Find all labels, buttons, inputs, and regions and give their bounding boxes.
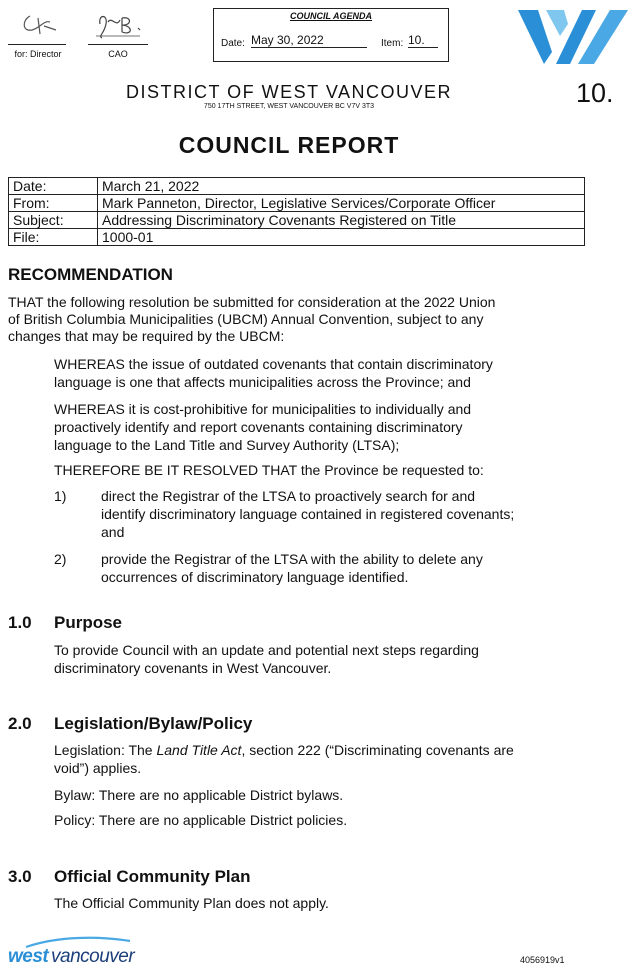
therefore-resolved: THEREFORE BE IT RESOLVED THAT the Province be requested to:	[54, 462, 484, 478]
resolution-item-1-line-3: and	[101, 524, 125, 540]
recommendation-intro-3: changes that may be required by the UBCM:	[8, 328, 285, 344]
recommendation-intro-1: THAT the following resolution be submitted for consideration at the 2022 Union	[8, 294, 496, 310]
info-value: Addressing Discriminatory Covenants Registered on Title	[98, 212, 585, 229]
info-row-date	[9, 178, 585, 195]
resolution-item-2-line-2: occurrences of discriminatory language identified.	[101, 569, 409, 585]
whereas-1-line-1: WHEREAS the issue of outdated covenants that contain discriminatory	[54, 356, 493, 372]
info-label: File:	[9, 229, 98, 246]
section-2-title: Legislation/Bylaw/Policy	[54, 714, 253, 733]
legislation-suffix: , section 222 (“Discriminating covenants are	[241, 742, 514, 758]
info-label: Date:	[9, 178, 98, 195]
info-label: From:	[9, 195, 98, 212]
footer-logo-vancouver: vancouver	[51, 946, 135, 967]
section-2-number: 2.0	[8, 714, 32, 733]
agenda-item-value: 10.	[408, 33, 438, 48]
footer-logo-west: west	[8, 946, 49, 967]
item-number: 10.	[576, 78, 614, 108]
district-logo-icon	[516, 6, 632, 66]
purpose-line-2: discriminatory covenants in West Vancouver.	[54, 660, 332, 676]
info-row-file	[9, 229, 585, 246]
resolution-item-1-line-2: identify discriminatory language contained in registered covenants;	[101, 506, 515, 522]
resolution-item-2-number: 2)	[54, 551, 67, 567]
director-signature-line	[8, 44, 66, 45]
info-value: March 21, 2022	[98, 178, 585, 195]
section-1-number: 1.0	[8, 613, 32, 632]
whereas-2-line-1: WHEREAS it is cost-prohibitive for municipalities to individually and	[54, 401, 472, 417]
footer-logo	[8, 936, 158, 968]
resolution-item-2-line-1: provide the Registrar of the LTSA with the ability to delete any	[101, 551, 483, 567]
agenda-title: COUNCIL AGENDA	[289, 11, 372, 21]
info-value: 1000-01	[98, 229, 585, 246]
info-row-subject	[9, 212, 585, 229]
info-row-from	[9, 195, 585, 212]
recommendation-intro-2: of British Columbia Municipalities (UBCM) Annual Convention, subject to any	[8, 311, 484, 327]
section-1-title: Purpose	[54, 613, 123, 632]
bylaw-line: Bylaw: There are no applicable District bylaws.	[54, 787, 344, 803]
report-title: COUNCIL REPORT	[178, 132, 400, 158]
policy-line: Policy: There are no applicable District policies.	[54, 812, 348, 828]
cao-signature	[92, 10, 148, 42]
resolution-item-1-line-1: direct the Registrar of the LTSA to proactively search for and	[101, 488, 476, 504]
agenda-date-value: May 30, 2022	[251, 33, 367, 48]
resolution-item-1-number: 1)	[54, 488, 67, 504]
land-title-act: Land Title Act	[156, 742, 242, 758]
legislation-line-1	[54, 742, 514, 759]
legislation-line-2: void”) applies.	[54, 760, 142, 776]
cao-signature-line	[88, 44, 148, 45]
council-agenda-box	[213, 8, 449, 62]
director-label: for: Director	[14, 49, 62, 59]
info-label: Subject:	[9, 212, 98, 229]
purpose-line-1: To provide Council with an update and potential next steps regarding	[54, 642, 479, 658]
district-name: DISTRICT OF WEST VANCOUVER	[125, 82, 453, 102]
ocp-line-1: The Official Community Plan does not apply.	[54, 895, 329, 911]
agenda-item-label: Item:	[381, 38, 404, 49]
whereas-2-line-3: language to the Land Title and Survey Authority (LTSA);	[54, 437, 400, 453]
whereas-1-line-2: language is one that affects municipalities across the Province; and	[54, 374, 471, 390]
section-3-title: Official Community Plan	[54, 867, 251, 886]
whereas-2-line-2: proactively identify and report covenants containing discriminatory	[54, 419, 463, 435]
director-signature	[10, 10, 66, 40]
document-id: 4056919v1	[520, 955, 565, 965]
district-address: 750 17TH STREET, WEST VANCOUVER BC V7V 3T3	[203, 103, 375, 110]
section-3-number: 3.0	[8, 867, 32, 886]
legislation-prefix: Legislation: The	[54, 742, 157, 758]
report-info-table	[8, 177, 585, 246]
cao-label: CAO	[108, 49, 128, 59]
agenda-date-label: Date:	[221, 38, 245, 49]
info-value: Mark Panneton, Director, Legislative Services/Corporate Officer	[98, 195, 585, 212]
recommendation-heading: RECOMMENDATION	[8, 265, 173, 284]
